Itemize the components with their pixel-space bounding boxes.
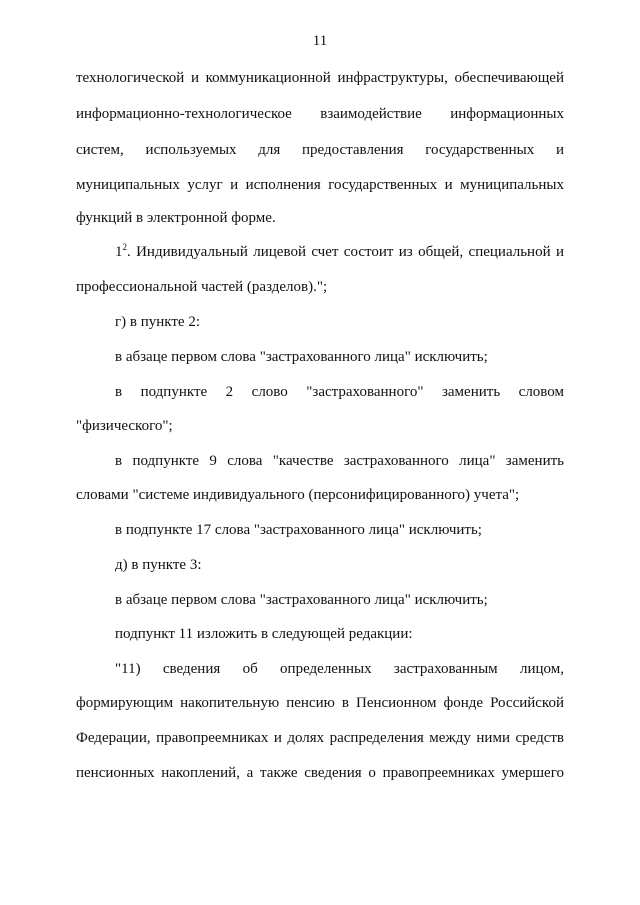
text-line: муниципальных услуг и исполнения государственных и муниципальных bbox=[76, 177, 564, 193]
paragraph-text: . Индивидуальный лицевой счет состоит из общей, специальной и bbox=[127, 244, 564, 260]
text-line: д) в пункте 3: bbox=[115, 557, 202, 573]
text-line: подпункт 11 изложить в следующей редакции: bbox=[115, 626, 413, 642]
paragraph-number: 1 bbox=[115, 244, 123, 260]
text-line: в подпункте 17 слова "застрахованного лица" исключить; bbox=[115, 522, 482, 538]
text-line: профессиональной частей (разделов)."; bbox=[76, 279, 328, 295]
text-line: в абзаце первом слова "застрахованного лица" исключить; bbox=[115, 592, 488, 608]
text-line: информационно-технологическое взаимодействие информационных bbox=[76, 106, 564, 122]
text-line: в абзаце первом слова "застрахованного лица" исключить; bbox=[115, 349, 488, 365]
page-number: 11 bbox=[312, 33, 328, 49]
text-line: Федерации, правопреемниках и долях распределения между ними средств bbox=[76, 730, 564, 746]
text-line: в подпункте 2 слово "застрахованного" заменить словом bbox=[115, 384, 564, 400]
text-line: "11) сведения об определенных застрахованным лицом, bbox=[115, 661, 564, 677]
text-line bbox=[115, 243, 564, 261]
superscript: 2 bbox=[122, 242, 127, 252]
text-line: "физического"; bbox=[76, 418, 173, 434]
text-line: словами "системе индивидуального (персонифицированного) учета"; bbox=[76, 487, 520, 503]
text-line: г) в пункте 2: bbox=[115, 314, 201, 330]
text-line: пенсионных накоплений, а также сведения о правопреемниках умершего bbox=[76, 765, 564, 781]
text-line: систем, используемых для предоставления государственных и bbox=[76, 142, 564, 158]
text-line: технологической и коммуникационной инфраструктуры, обеспечивающей bbox=[76, 70, 564, 86]
text-line: формирующим накопительную пенсию в Пенсионном фонде Российской bbox=[76, 695, 564, 711]
text-line: функций в электронной форме. bbox=[76, 210, 276, 226]
text-line: в подпункте 9 слова "качестве застрахованного лица" заменить bbox=[115, 453, 564, 469]
